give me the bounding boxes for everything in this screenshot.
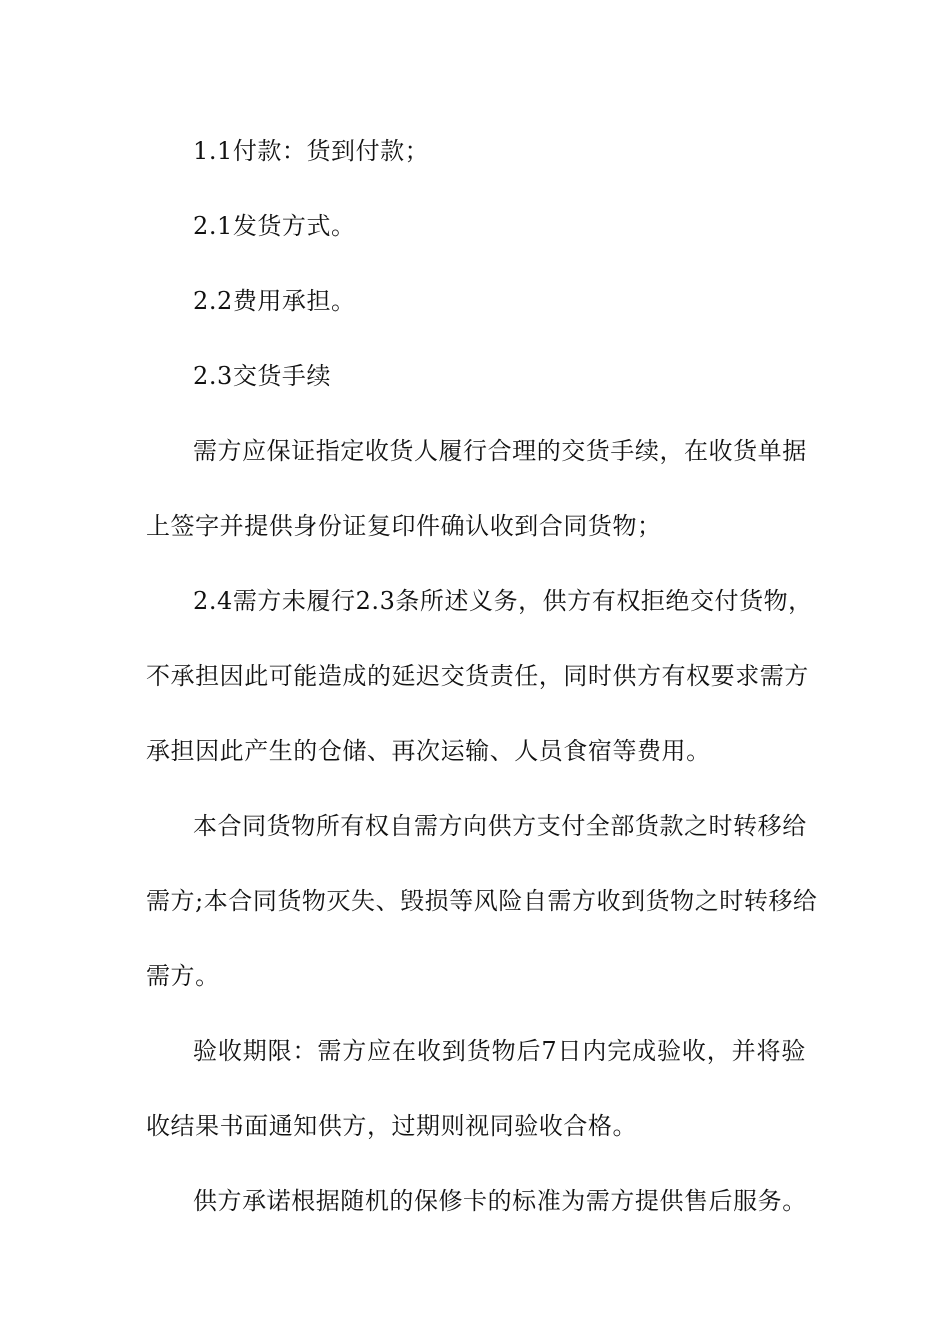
acceptance-line: 验收期限：需方应在收到货物后7日内完成验收，并将验 — [193, 1037, 806, 1065]
paragraph-line: 上签字并提供身份证复印件确认收到合同货物； — [146, 512, 662, 540]
clause-2-4-line: 2.4需方未履行2.3条所述义务，供方有权拒绝交付货物， — [193, 587, 813, 615]
paragraph-line: 不承担因此可能造成的延迟交货责任，同时供方有权要求需方 — [146, 662, 809, 690]
paragraph-line: 需方。 — [146, 962, 220, 990]
paragraph-line: 需方;本合同货物灭失、毁损等风险自需方收到货物之时转移给 — [146, 887, 818, 915]
clause-2-2-cost-bearing: 2.2费用承担。 — [193, 287, 356, 315]
paragraph-line: 承担因此产生的仓储、再次运输、人员食宿等费用。 — [146, 737, 711, 765]
clause-2-1-shipping-method: 2.1发货方式。 — [193, 212, 356, 240]
after-sales-line: 供方承诺根据随机的保修卡的标准为需方提供售后服务。 — [193, 1187, 807, 1215]
paragraph-line: 需方应保证指定收货人履行合理的交货手续，在收货单据 — [193, 437, 807, 465]
clause-2-3-delivery-procedures: 2.3交货手续 — [193, 362, 332, 390]
ownership-line: 本合同货物所有权自需方向供方支付全部货款之时转移给 — [193, 812, 807, 840]
clause-1-1-payment: 1.1付款：货到付款； — [193, 137, 430, 165]
paragraph-line: 收结果书面通知供方，过期则视同验收合格。 — [146, 1112, 637, 1140]
